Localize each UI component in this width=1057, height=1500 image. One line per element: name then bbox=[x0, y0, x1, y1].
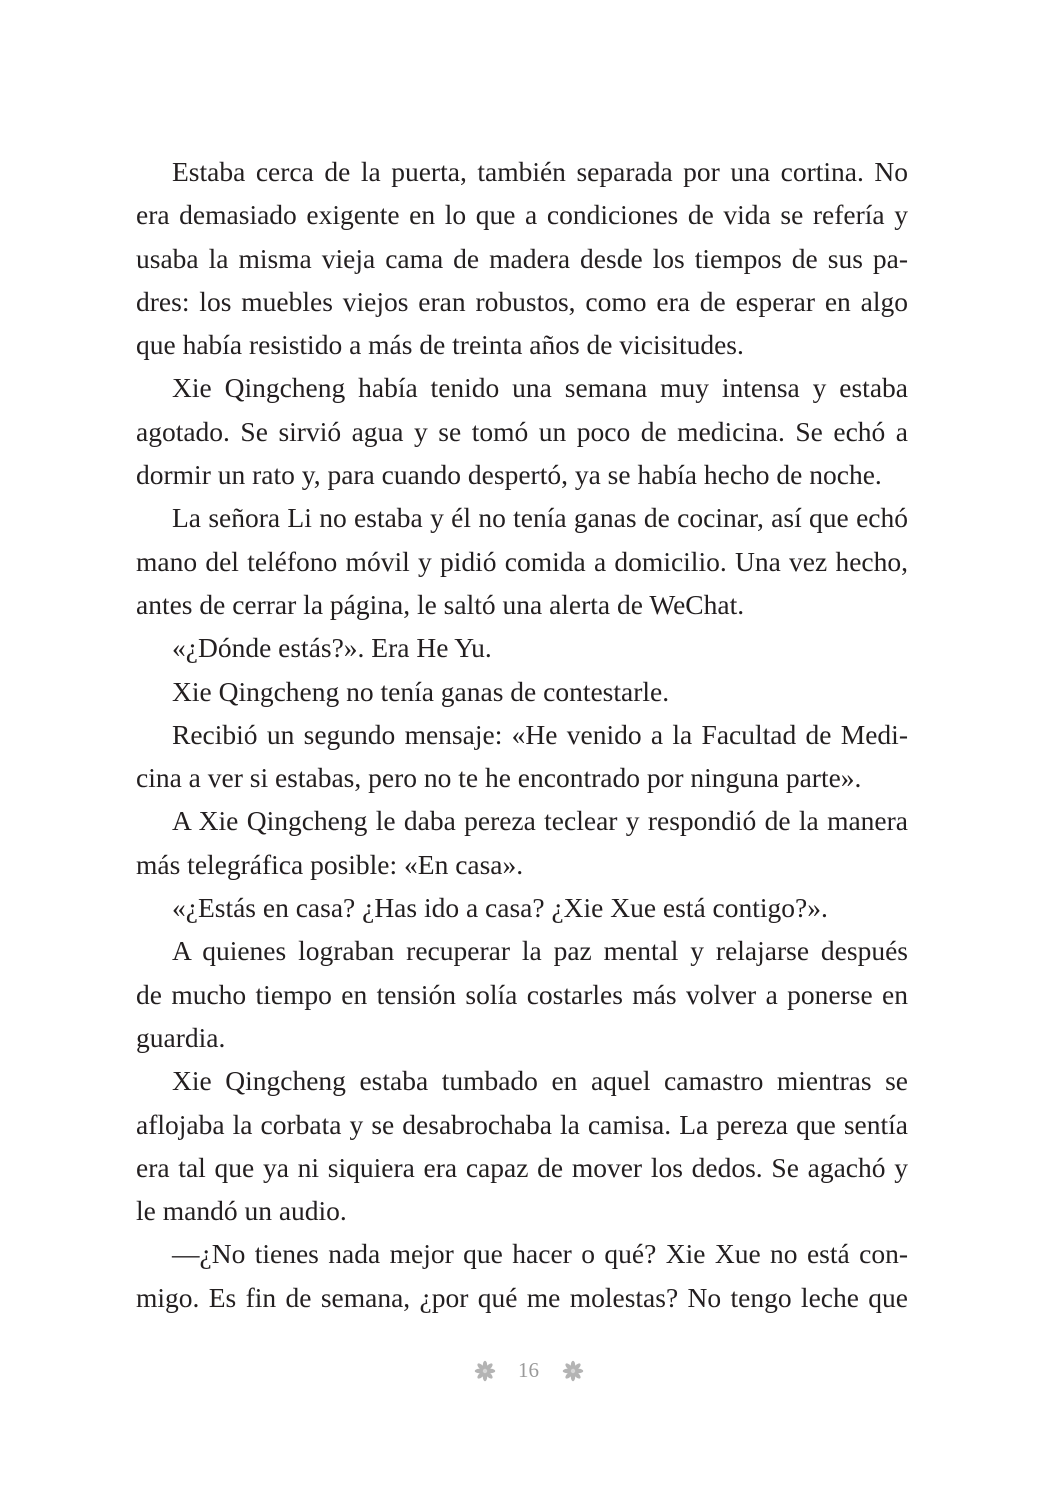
text-line: —¿No tienes nada mejor que hacer o qué? Xie Xue no está con- bbox=[172, 1238, 908, 1270]
text-line: dres: los muebles viejos eran robustos, como era de esperar en algo bbox=[136, 285, 908, 317]
text-line: La señora Li no estaba y él no tenía ganas de cocinar, así que echó bbox=[172, 502, 908, 534]
text-line: Xie Qingcheng había tenido una semana muy intensa y estaba bbox=[172, 372, 908, 404]
text-line: migo. Es fin de semana, ¿por qué me molestas? No tengo leche que bbox=[136, 1281, 908, 1313]
text-line: Estaba cerca de la puerta, también separada por una cortina. No bbox=[172, 156, 908, 187]
text-line: dormir un rato y, para cuando despertó, ya se había hecho de noche. bbox=[136, 459, 882, 491]
text-line: «¿Estás en casa? ¿Has ido a casa? ¿Xie Xue está contigo?». bbox=[172, 892, 828, 924]
flower-ornament-icon bbox=[562, 1360, 584, 1382]
text-line: era demasiado exigente en lo que a condiciones de vida se refería y bbox=[136, 199, 908, 231]
text-line: Recibió un segundo mensaje: «He venido a la Facultad de Medi- bbox=[172, 718, 908, 750]
page-number: 16 bbox=[518, 1358, 539, 1382]
text-line: agotado. Se sirvió agua y se tomó un poco de medicina. Se echó a bbox=[136, 415, 908, 447]
text-line: antes de cerrar la página, le saltó una alerta de WeChat. bbox=[136, 588, 745, 620]
text-line: cina a ver si estabas, pero no te he encontrado por ninguna parte». bbox=[136, 762, 862, 794]
text-line: usaba la misma vieja cama de madera desde los tiempos de sus pa- bbox=[136, 242, 908, 274]
text-line: aflojaba la corbata y se desabrochaba la camisa. La pereza que sentía bbox=[136, 1108, 908, 1140]
body-text bbox=[136, 150, 908, 1319]
text-line: más telegráfica posible: «En casa». bbox=[136, 848, 524, 880]
text-line: guardia. bbox=[136, 1021, 226, 1053]
text-line: que había resistido a más de treinta años de vicisitudes. bbox=[136, 329, 744, 361]
text-line: de mucho tiempo en tensión solía costarles más volver a ponerse en bbox=[136, 978, 908, 1010]
text-line: Xie Qingcheng no tenía ganas de contestarle. bbox=[172, 675, 670, 707]
text-line: le mandó un audio. bbox=[136, 1195, 347, 1227]
flower-ornament-icon bbox=[474, 1360, 496, 1382]
page-footer bbox=[0, 1358, 1057, 1383]
text-line: era tal que ya ni siquiera era capaz de mover los dedos. Se agachó y bbox=[136, 1151, 908, 1183]
text-line: Xie Qingcheng estaba tumbado en aquel camastro mientras se bbox=[172, 1065, 908, 1097]
text-line: mano del teléfono móvil y pidió comida a domicilio. Una vez hecho, bbox=[136, 545, 908, 577]
text-line: A quienes lograban recuperar la paz mental y relajarse después bbox=[172, 935, 908, 967]
text-line: «¿Dónde estás?». Era He Yu. bbox=[172, 632, 492, 664]
text-line: A Xie Qingcheng le daba pereza teclear y respondió de la manera bbox=[172, 805, 908, 837]
